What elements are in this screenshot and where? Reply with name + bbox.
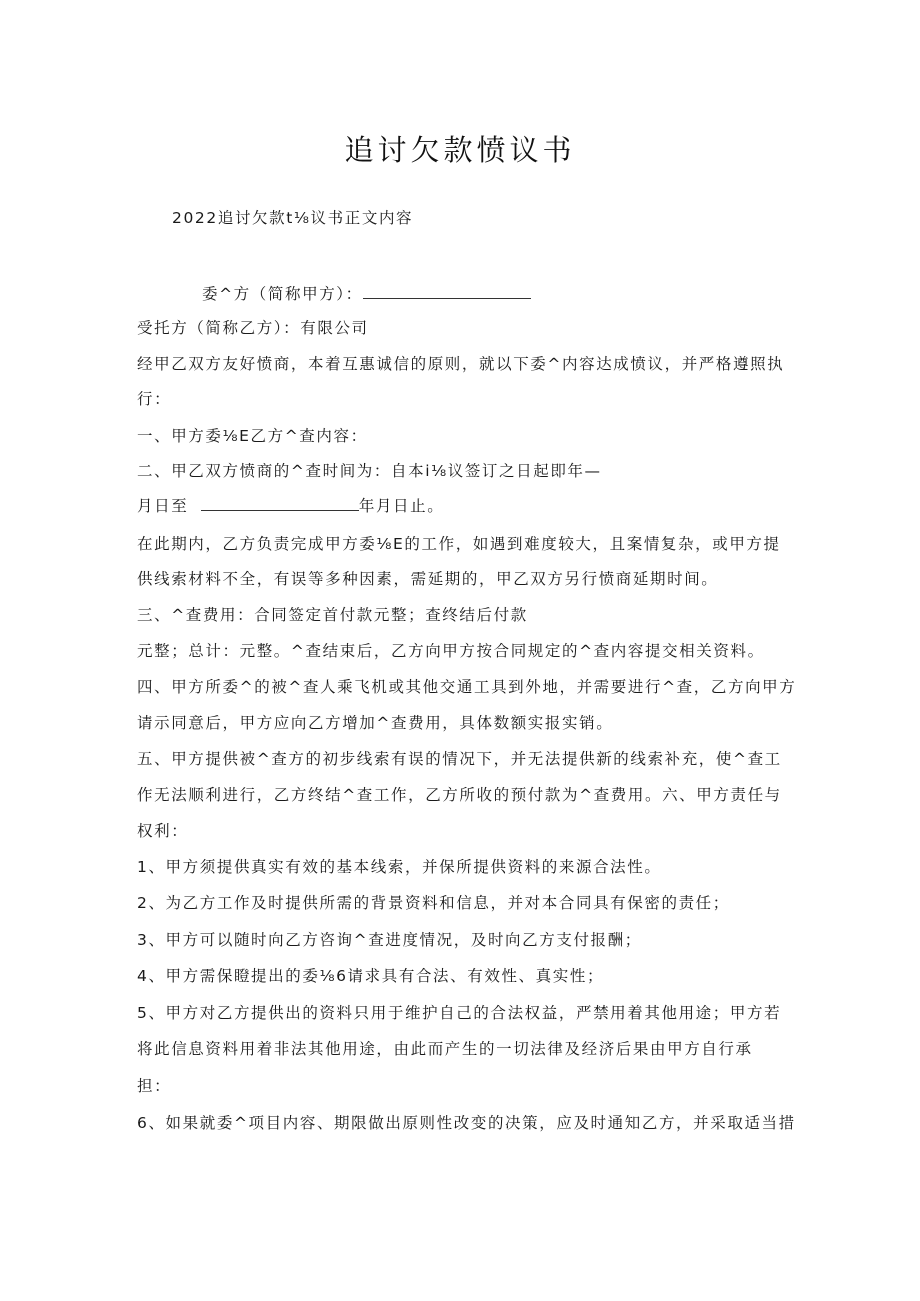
text-line: 二、甲乙双方愤商的^查时间为：自本i⅛议签订之日起即年—	[137, 462, 602, 480]
list-item: 6、如果就委^项目内容、期限做出原则性改变的决策，应及时通知乙方，并采取适当措	[137, 1114, 796, 1132]
date-blank	[201, 496, 359, 511]
text-line: 担：	[137, 1077, 172, 1095]
text-line: 权利：	[137, 822, 189, 840]
document-subtitle: 2022追讨欠款t⅛议书正文内容	[172, 209, 414, 227]
trustee-line: 受托方（简称乙方）：有限公司	[137, 319, 369, 337]
client-name-blank	[363, 284, 531, 299]
list-item: 4、甲方需保瞪提出的委⅛6请求具有合法、有效性、真实性；	[137, 967, 605, 985]
text-line: 经甲乙双方友好愤商，本着互惠诚信的原则，就以下委^内容达成愤议，并严格遵照执	[137, 355, 785, 373]
date-start-text: 月日至	[137, 497, 189, 515]
text-line: 四、甲方所委^的被^查人乘飞机或其他交通工具到外地，并需要进行^查，乙方向甲方	[137, 678, 797, 696]
text-line: 元整；总计：元整。^查结束后，乙方向甲方按合同规定的^查内容提交相关资料。	[137, 642, 765, 660]
date-end-text: 年月日止。	[358, 497, 445, 515]
text-line: 供线索材料不全，有误等多种因素，需延期的，甲乙双方另行愤商延期时间。	[137, 570, 719, 588]
text-line: 一、甲方委⅛E乙方^查内容：	[137, 427, 368, 445]
date-range-line	[137, 495, 787, 517]
text-line: 将此信息资料用着非法其他用途，由此而产生的一切法律及经济后果由甲方自行承	[137, 1040, 753, 1058]
client-line	[202, 283, 852, 305]
text-line: 三、^查费用：合同签定首付款元整；查终结后付款	[137, 606, 528, 624]
client-label: 委^方（简称甲方）：	[202, 285, 363, 303]
text-line: 请示同意后，甲方应向乙方增加^查费用，具体数额实报实销。	[137, 714, 614, 732]
text-line: 五、甲方提供被^查方的初步线索有误的情况下，并无法提供新的线索补充，使^查工	[137, 750, 782, 768]
text-line: 作无法顺利进行，乙方终结^查工作，乙方所收的预付款为^查费用。六、甲方责任与	[137, 786, 782, 804]
text-line: 在此期内，乙方负责完成甲方委⅛E的工作，如遇到难度较大，且案情复杂，或甲方提	[137, 535, 781, 553]
list-item: 3、甲方可以随时向乙方咨询^查进度情况，及时向乙方支付报酬；	[137, 931, 642, 949]
document-title: 追讨欠款愤议书	[344, 133, 576, 167]
list-item: 1、甲方须提供真实有效的基本线索，并保所提供资料的来源合法性。	[137, 858, 662, 876]
list-item: 2、为乙方工作及时提供所需的背景资料和信息，并对本合同具有保密的责任；	[137, 894, 730, 912]
list-item: 5、甲方对乙方提供出的资料只用于维护自己的合法权益，严禁用着其他用途；甲方若	[137, 1004, 782, 1022]
text-line: 行：	[137, 390, 172, 408]
